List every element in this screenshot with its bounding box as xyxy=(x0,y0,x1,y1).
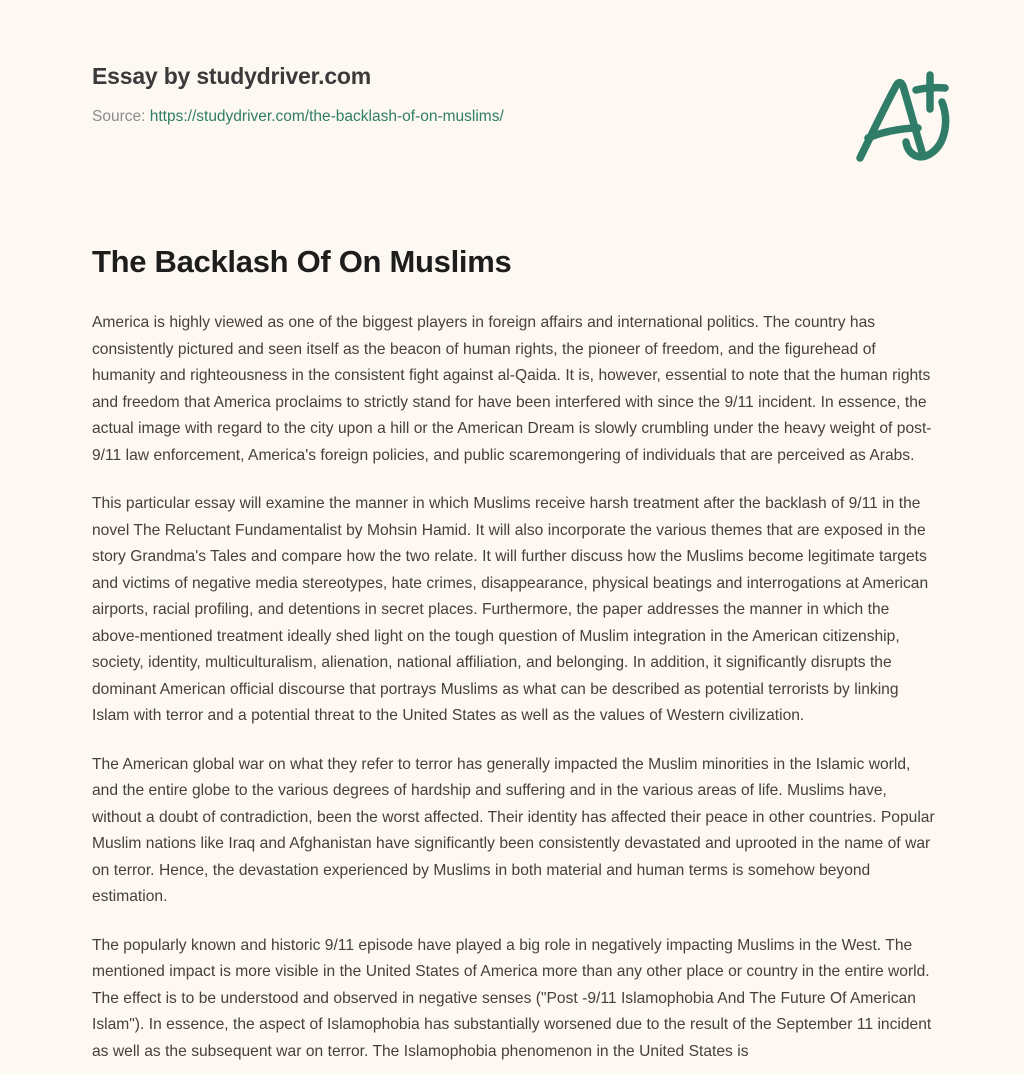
source-label: Source: xyxy=(92,107,146,125)
body-paragraph: America is highly viewed as one of the biggest players in foreign affairs and international politics. The country has consistently pictured and seen itself as the beacon of human rights, the pioneer of freedom, and the figurehead of humanity and righteousness in the consistent fight against al-Qaida. It is, however, essential to note that the human rights and freedom that America proclaims to strictly stand for have been interfered with since the 9/11 incident. In essence, the actual image with regard to the city upon a hill or the American Dream is slowly crumbling under the heavy weight of post-9/11 law enforcement, America's foreign policies, and public scaremongering of individuals that are perceived as Arabs. xyxy=(92,314,932,464)
body-paragraph: This particular essay will examine the manner in which Muslims receive harsh treatment after the backlash of 9/11 in the novel The Reluctant Fundamentalist by Mohsin Hamid. It will also incorporate the various themes that are exposed in the story Grandma's Tales and compare how the two relate. It will further discuss how the Muslims become legitimate targets and victims of negative media stereotypes, hate crimes, disappearance, physical beatings and interrogations at American airports, racial profiling, and detentions in secret places. Furthermore, the paper addresses the manner in which the above-mentioned treatment ideally shed light on the tough question of Muslim integration in the American citizenship, society, identity, multiculturalism, alienation, national affiliation, and belonging. In addition, it significantly disrupts the dominant American official discourse that portrays Muslims as what can be described as potential terrorists by linking Islam with terror and a potential threat to the United States as well as the values of Western civilization. xyxy=(92,495,929,724)
essay-body xyxy=(92,310,940,1065)
page-header xyxy=(92,62,792,128)
source-line xyxy=(92,106,792,128)
body-paragraph: The popularly known and historic 9/11 episode have played a big role in negatively impacting Muslims in the West. The mentioned impact is more visible in the United States of America more than any other place or country in the entire world. The effect is to be understood and observed in negative senses ("Post -9/11 Islamophobia And The Future Of American Islam"). In essence, the aspect of Islamophobia has substantially worsened due to the result of the September 11 incident as well as the subsequent war on terror. The Islamophobia phenomenon in the United States is xyxy=(92,936,932,1060)
site-byline: Essay by studydriver.com xyxy=(92,63,372,89)
a-plus-logo[interactable] xyxy=(846,62,966,182)
page-title: The Backlash Of On Muslims xyxy=(92,244,512,279)
source-url-link[interactable]: https://studydriver.com/the-backlash-of-on-muslims/ xyxy=(149,107,504,125)
body-paragraph: The American global war on what they refer to terror has generally impacted the Muslim minorities in the Islamic world, and the entire globe to the various degrees of hardship and suffering and in the various areas of life. Muslims have, without a doubt of contradiction, been the worst affected. Their identity has affected their peace in other countries. Popular Muslim nations like Iraq and Afghanistan have significantly been consistently devastated and uprooted in the name of war on terror. Hence, the devastation experienced by Muslims in both material and human terms is somehow beyond estimation. xyxy=(92,755,935,905)
